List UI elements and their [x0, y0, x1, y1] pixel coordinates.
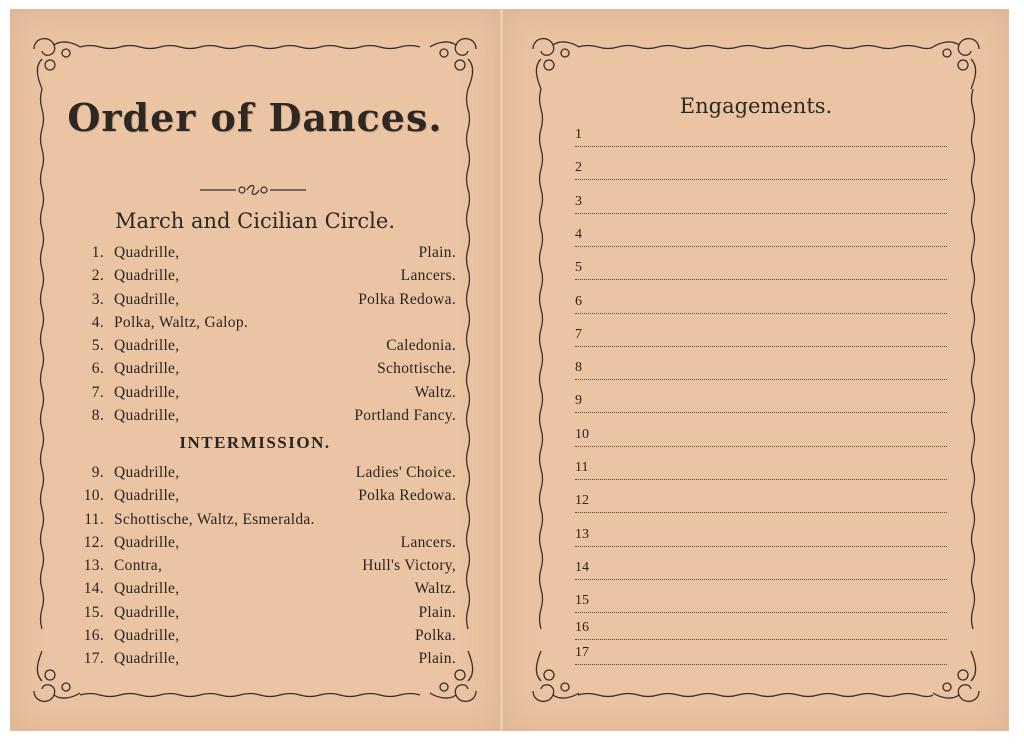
right-page [503, 9, 1009, 731]
dance-variant: Polka. [415, 627, 456, 645]
page-title: Order of Dances. [67, 95, 443, 140]
engagement-number: 3 [575, 193, 582, 209]
dance-variant: Polka Redowa. [358, 290, 456, 308]
dotted-line [575, 546, 947, 547]
dance-list-part-one [70, 244, 456, 430]
dotted-line [575, 246, 947, 247]
engagements-title: Engagements. [679, 94, 833, 118]
dance-variant: Waltz. [414, 580, 456, 598]
dance-name: Quadrille, [114, 603, 180, 621]
engagement-line[interactable] [575, 121, 947, 147]
dance-name: Schottische, Waltz, Esmeralda. [114, 510, 315, 528]
engagement-number: 2 [575, 160, 582, 176]
engagement-line[interactable] [575, 587, 947, 613]
dance-number: 13. [83, 557, 104, 575]
subtitle: March and Cicilian Circle. [114, 209, 395, 233]
engagement-line[interactable] [575, 288, 947, 314]
engagement-number: 13 [575, 526, 589, 542]
dance-name: Quadrille, [114, 383, 180, 401]
dance-name: Quadrille, [114, 487, 180, 505]
engagement-number: 17 [575, 645, 589, 660]
dance-row [70, 534, 456, 557]
dotted-line [575, 412, 947, 413]
left-page [10, 9, 500, 731]
dance-variant: Lancers. [400, 533, 456, 551]
dance-name: Contra, [114, 557, 163, 575]
dance-row [70, 267, 456, 290]
dotted-line [575, 379, 947, 380]
dance-number: 4. [91, 313, 104, 331]
dance-number: 10. [83, 487, 104, 505]
dance-variant: Portland Fancy. [354, 407, 456, 425]
engagement-number: 10 [575, 426, 589, 442]
dance-row [70, 580, 456, 603]
dance-number: 17. [83, 650, 104, 668]
dance-name: Quadrille, [114, 290, 180, 308]
engagement-line[interactable] [575, 154, 947, 180]
engagement-number: 11 [575, 460, 589, 475]
engagement-number: 4 [575, 226, 582, 242]
engagement-line[interactable] [575, 454, 947, 480]
engagement-line[interactable] [575, 321, 947, 347]
dance-name: Quadrille, [114, 360, 180, 378]
dance-number: 12. [83, 533, 104, 551]
dotted-line [575, 146, 947, 147]
engagement-line[interactable] [575, 387, 947, 413]
dotted-line [575, 279, 947, 280]
dotted-line [575, 313, 947, 314]
dance-row [70, 291, 456, 314]
dance-variant: Caledonia. [386, 337, 456, 355]
dance-variant: Lancers. [400, 267, 456, 285]
dance-number: 15. [83, 603, 104, 621]
engagement-line[interactable] [575, 221, 947, 247]
dance-row [70, 627, 456, 650]
dance-name: Quadrille, [114, 650, 180, 668]
dotted-line [575, 664, 947, 665]
engagement-number: 5 [575, 260, 582, 276]
engagement-number: 15 [575, 593, 589, 609]
dance-row [70, 407, 456, 430]
dance-name: Quadrille, [114, 267, 180, 285]
dotted-line [575, 512, 947, 513]
dance-row [70, 557, 456, 580]
engagement-number: 1 [575, 127, 582, 142]
dotted-line [575, 479, 947, 480]
dance-name: Quadrille, [114, 533, 180, 551]
engagement-number: 9 [575, 393, 582, 409]
dance-number: 11. [84, 510, 104, 528]
engagement-number: 14 [575, 559, 589, 575]
engagement-number: 16 [575, 620, 589, 635]
dance-name: Quadrille, [114, 337, 180, 355]
dance-row [70, 314, 456, 337]
engagement-number: 7 [575, 326, 582, 342]
dance-name: Quadrille, [114, 464, 180, 481]
dotted-line [575, 213, 947, 214]
engagement-line[interactable] [575, 188, 947, 214]
dotted-line [575, 579, 947, 580]
dance-variant: Waltz. [414, 383, 456, 401]
engagement-line[interactable] [575, 354, 947, 380]
dance-number: 14. [83, 580, 104, 598]
engagement-line[interactable] [575, 614, 947, 640]
dance-number: 8. [91, 407, 104, 425]
engagement-line[interactable] [575, 254, 947, 280]
engagement-line[interactable] [575, 521, 947, 547]
dance-variant: Ladies' Choice. [355, 464, 456, 481]
engagement-line[interactable] [575, 487, 947, 513]
dance-row [70, 384, 456, 407]
dance-number: 6. [91, 360, 104, 378]
dance-name: Polka, Waltz, Galop. [114, 313, 249, 331]
dance-variant: Plain. [418, 603, 456, 621]
engagement-number: 8 [575, 360, 582, 376]
dance-variant: Hull's Victory, [362, 557, 456, 575]
dance-number: 5. [91, 337, 104, 355]
engagement-line[interactable] [575, 421, 947, 447]
dance-row [70, 604, 456, 627]
dotted-line [575, 346, 947, 347]
dance-row [70, 464, 456, 487]
dance-number: 1. [91, 244, 104, 261]
dance-variant: Polka Redowa. [358, 487, 456, 505]
dance-number: 9. [91, 464, 104, 481]
dance-number: 7. [91, 383, 104, 401]
dance-name: Quadrille, [114, 627, 180, 645]
dance-number: 2. [91, 267, 104, 285]
dance-row [70, 487, 456, 510]
dance-row [70, 511, 456, 534]
engagement-line[interactable] [575, 639, 947, 665]
dance-row [70, 360, 456, 383]
dance-row [70, 337, 456, 360]
engagement-line[interactable] [575, 554, 947, 580]
dance-name: Quadrille, [114, 580, 180, 598]
dance-row [70, 244, 456, 267]
flourish-divider-icon [198, 182, 308, 198]
dance-variant: Plain. [418, 244, 456, 261]
engagement-number: 6 [575, 293, 582, 309]
dance-variant: Plain. [418, 650, 456, 668]
dance-number: 3. [91, 290, 104, 308]
dance-number: 16. [83, 627, 104, 645]
dance-name: Quadrille, [114, 244, 180, 261]
dance-list-part-two [70, 464, 456, 674]
dance-variant: Schottische. [377, 360, 456, 378]
intermission-heading: INTERMISSION. [179, 433, 331, 452]
engagement-number: 12 [575, 493, 589, 509]
dotted-line [575, 179, 947, 180]
dance-row [70, 650, 456, 673]
dance-name: Quadrille, [114, 407, 180, 425]
dotted-line [575, 446, 947, 447]
